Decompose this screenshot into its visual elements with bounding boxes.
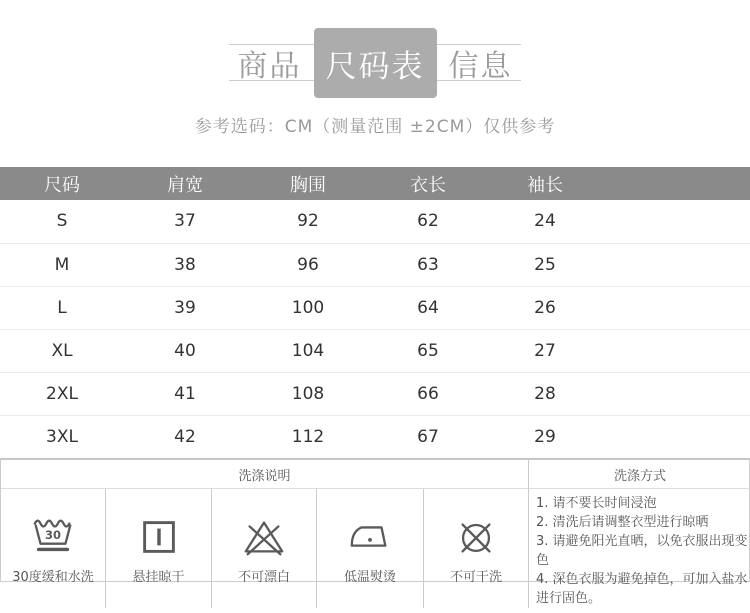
size-table-header bbox=[0, 167, 750, 200]
length-value: 64 bbox=[417, 297, 439, 318]
care-cell-iron-low bbox=[317, 489, 424, 608]
title-highlight-badge: 尺码表 bbox=[314, 28, 437, 98]
size-label: 2XL bbox=[46, 383, 78, 404]
length-value: 63 bbox=[417, 254, 439, 275]
sleeve-value: 28 bbox=[534, 383, 556, 404]
chest-value: 92 bbox=[297, 211, 319, 232]
title-left-label: 商品 bbox=[237, 49, 302, 84]
size-label: 3XL bbox=[46, 426, 78, 447]
length-value: 66 bbox=[417, 383, 439, 404]
table-row bbox=[0, 372, 750, 415]
care-note: 2. 清洗后请调整衣型进行晾晒 bbox=[536, 515, 709, 530]
size-label: XL bbox=[51, 340, 73, 361]
care-cell-wash-30 bbox=[1, 489, 106, 608]
hang-dry-icon bbox=[136, 514, 182, 560]
care-cell-no-dry-clean bbox=[424, 489, 529, 608]
table-row bbox=[0, 243, 750, 286]
care-note: 1. 请不要长时间浸泡 bbox=[536, 496, 657, 511]
care-notes bbox=[529, 489, 750, 608]
wash-30-icon bbox=[30, 514, 76, 560]
table-row bbox=[0, 329, 750, 372]
length-value: 62 bbox=[417, 211, 439, 232]
shoulder-value: 40 bbox=[174, 340, 196, 361]
size-table-header-row bbox=[0, 167, 750, 200]
title-right-label: 信息 bbox=[448, 49, 513, 84]
column-header-shoulder: 肩宽 bbox=[167, 174, 203, 196]
table-row bbox=[0, 415, 750, 458]
title-row bbox=[229, 28, 521, 98]
no-dry-clean-icon bbox=[453, 514, 499, 560]
sleeve-value: 27 bbox=[534, 340, 556, 361]
care-instructions-table bbox=[0, 458, 750, 606]
shoulder-value: 42 bbox=[174, 426, 196, 447]
shoulder-value: 39 bbox=[174, 297, 196, 318]
svg-text:30: 30 bbox=[44, 527, 62, 542]
table-row bbox=[0, 200, 750, 243]
column-header-chest: 胸围 bbox=[290, 174, 326, 196]
column-header-length: 衣长 bbox=[410, 174, 446, 196]
length-value: 65 bbox=[417, 340, 439, 361]
iron-low-icon bbox=[347, 514, 393, 560]
shoulder-value: 38 bbox=[174, 254, 196, 275]
sleeve-value: 29 bbox=[534, 426, 556, 447]
shoulder-value: 41 bbox=[174, 383, 196, 404]
size-label: L bbox=[57, 297, 67, 318]
no-bleach-icon bbox=[241, 514, 287, 560]
chest-value: 104 bbox=[291, 340, 325, 361]
care-method-header: 洗涤方式 bbox=[529, 460, 750, 489]
table-row bbox=[0, 286, 750, 329]
size-reference-note: 参考选码：CM（测量范围 ±2CM）仅供参考 bbox=[194, 117, 556, 137]
care-label: 不可漂白 bbox=[237, 569, 290, 585]
care-label: 30度缓和水洗 bbox=[12, 569, 94, 585]
sleeve-value: 26 bbox=[534, 297, 556, 318]
shoulder-value: 37 bbox=[174, 211, 196, 232]
care-note: 3. 请避免阳光直晒，以免衣服出现变色 bbox=[536, 534, 748, 568]
chest-value: 96 bbox=[297, 254, 319, 275]
chest-value: 100 bbox=[291, 297, 325, 318]
sleeve-value: 25 bbox=[534, 254, 556, 275]
care-cell-no-bleach bbox=[212, 489, 317, 608]
size-table bbox=[0, 167, 750, 458]
size-label: S bbox=[56, 211, 68, 232]
chest-value: 112 bbox=[291, 426, 325, 447]
chest-value: 108 bbox=[291, 383, 325, 404]
care-label: 低温熨烫 bbox=[343, 569, 396, 585]
page-title bbox=[229, 28, 521, 98]
care-cell-hang-dry bbox=[106, 489, 212, 608]
care-note: 4. 深色衣服为避免掉色，可加入盐水进行固色。 bbox=[536, 572, 748, 606]
column-header-size: 尺码 bbox=[44, 174, 80, 196]
size-label: M bbox=[54, 254, 70, 275]
sleeve-value: 24 bbox=[534, 211, 556, 232]
care-label: 不可干洗 bbox=[449, 569, 502, 585]
column-header-sleeve: 袖长 bbox=[527, 174, 563, 196]
care-symbols-header: 洗涤说明 bbox=[1, 460, 529, 489]
care-label: 悬挂晾干 bbox=[132, 569, 185, 585]
length-value: 67 bbox=[417, 426, 439, 447]
column-header-empty bbox=[604, 167, 750, 200]
